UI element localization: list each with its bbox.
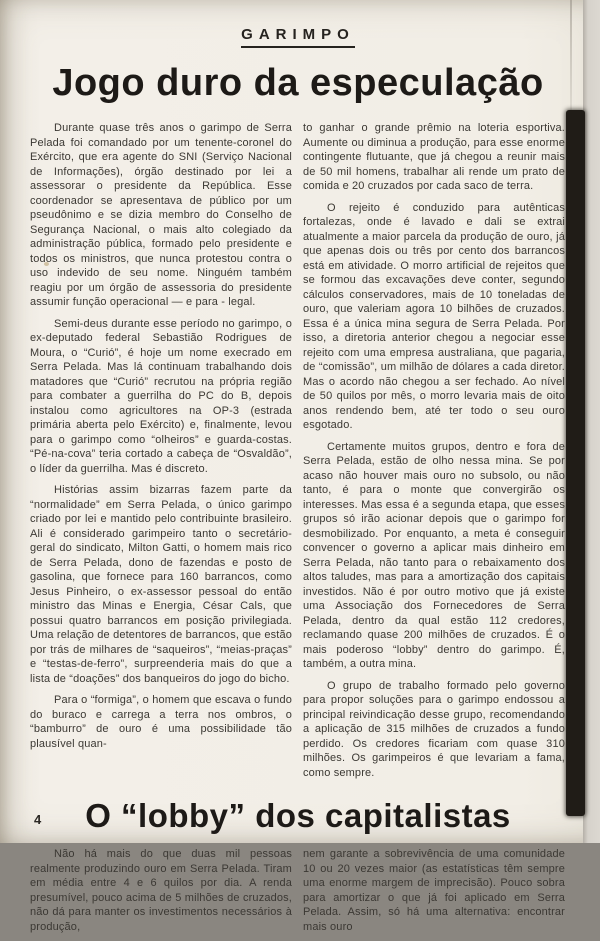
article2-columns: [30, 847, 566, 941]
scan-binding-shadow: [566, 110, 585, 816]
article-paragraph: Para o “formiga”, o homem que escava o fundo do buraco e carrega a terra nos ombros, o “bamburro” de ouro é uma possibilidade tão plausível quan-: [30, 694, 292, 750]
page-content: [30, 26, 566, 941]
page-number: 4: [34, 812, 42, 827]
article2-headline: O “lobby” dos capitalistas: [85, 797, 511, 834]
article-headline: Jogo duro da especulação: [52, 62, 544, 104]
article-paragraph: O grupo de trabalho formado pelo governo para propor soluções para o garimpo endossou a principal reivindicação desse grupo, recomendando a aplicação de 315 milhões de cruzados a fundo perdido. Os credores ficariam com quase 310 milhões. Os garimpeiros é que levariam a fama, como sempre.: [303, 679, 565, 779]
article-paragraph: Não há mais do que duas mil pessoas realmente produzindo ouro em Serra Pelada. Tiram em média entre 4 e 6 quilos por dia. A renda presumível, pouco acima de 5 milhões de cruzados, não dá para manter os investimentos necessários à produção,: [30, 848, 292, 933]
article1-columns: [30, 121, 566, 787]
section-kicker-label: GARIMPO: [241, 26, 355, 48]
article-paragraph: Certamente muitos grupos, dentro e fora de Serra Pelada, estão de olho nessa mina. Se por acaso não houver mais ouro no subsolo, ou não tanto, é para o monte que convergirão os interesses. Mas essa é a segunda etapa, que esses grupos só irão acionar depois que o garimpo for desmobilizado. Por enquanto, a meta é conseguir convencer o governo a aplicar mais dinheiro em Serra Pelada, não tanto para o rebaixamento dos altos taludes, mas para a amortização dos capitais investidos. Não é por outro motivo que já existe uma Associação dos Fornecedores de Serra Pelada, dentro da qual estão 112 credores, reclamando quase 200 milhões de cruzados. É o mais poderoso “lobby” dentro do garimpo. É, também, a outra mina.: [303, 440, 565, 670]
article-paragraph: to ganhar o grande prêmio na loteria esportiva. Aumente ou diminua a produção, para esse enorme contingente flutuante, que já chegou a reunir mais de 50 mil homens, trabalhar ali rende um prato de comida e 20 cruzados por cada saco de terra.: [303, 122, 565, 192]
article2-left-column: [30, 847, 292, 941]
article2-right-column: [303, 847, 565, 941]
article-paragraph: Durante quase três anos o garimpo de Serra Pelada foi comandado por um tenente-coronel do Exército, que era agente do SNI (Serviço Nacional de Informações), órgão destinado por lei a assessorar o presidente da República. Esse coordenador se apresentava de público por um pseudônimo e se dizia membro do Conselho de Segurança Nacional, o mais alto colegiado da administração pública, formado pelo presidente e todos os ministros, que nunca protestou contra o uso indevido de seu nome. Ninguém também reagiu por um órgão de assessoria do presidente assumir função operacional — e para - legal.: [30, 122, 292, 308]
article1-right-column: [303, 121, 565, 787]
article-paragraph: Semi-deus durante esse período no garimpo, o ex-deputado federal Sebastião Rodrigues de Moura, o “Curió”, é hoje um nome execrado em Serra Pelada. Mas lá continuam trabalhando dois matadores que “Curió” recrutou na própria região para combater a guerrilha do PC do B, depois instalou como agricultores na OP-3 (estrada primária aberta pelo Exército) e, finalmente, levou para o garimpo como “olheiros” e guarda-costas. “Pé-na-cova” teria cortado a cabeça de “Osvaldão”, o líder da guerrilha. Mas é discreto.: [30, 317, 292, 475]
article-paragraph: Histórias assim bizarras fazem parte da “normalidade” em Serra Pelada, o único garimpo criado por lei e mantido pelo contribuinte brasileiro. Ali é considerado garimpeiro tanto o secretário-geral do sindicato, Milton Gatti, o homem mais rico de Serra Pelada, dono de fazendas e posto de gasolina, que fornece para 160 barrancos, como Jesus Pinheiro, o ex-assessor pessoal do então ministro das Minas e Energia, César Cals, que possui quatro barrancos em posição privilegiada. Uma relação de detentores de barrancos, que estão por trás de milhares de “saqueiros”, “meias-praças” e “testas-de-ferro”, surpreenderia mais do que a lista de “doações” dos banqueiros do jogo do bicho.: [30, 484, 292, 685]
scan-edge-line: [570, 0, 572, 120]
article1-left-column: [30, 121, 292, 787]
article-paragraph: nem garante a sobrevivência de uma comunidade 10 ou 20 vezes maior (as estatísticas têm sempre uma enorme margem de imprecisão). Pouco sobra para amortizar o que já foi aplicado em Serra Pelada. Assim, só há uma alternativa: encontrar mais ouro: [303, 848, 565, 933]
article-paragraph: O rejeito é conduzido para autênticas fortalezas, onde é lavado e dali se extrai atualmente a maior parcela da produção de ouro, já que apenas dois ou três por cento dos barrancos está em atividade. O morro artificial de rejeitos que se formou das excavações deve conter, segundo cálculos conservadores, mais de 10 toneladas de ouro, que valeriam agora 10 bilhões de cruzados. Essa é a única mina segura de Serra Pelada. Por isso, a diretoria anterior chegou a negociar esse rejeito com uma empresa australiana, que pagaria, de “comissão”, um milhão de dólares a cada diretor. Mas o acordo não chegou a ser fechado. Ao nível de 50 quilos por mês, o morro levaria mais de oito anos rendendo bem, até ter todo o seu ouro esgotado.: [303, 201, 565, 431]
section-kicker: [30, 26, 566, 48]
scan-edge-strip: [583, 0, 600, 843]
